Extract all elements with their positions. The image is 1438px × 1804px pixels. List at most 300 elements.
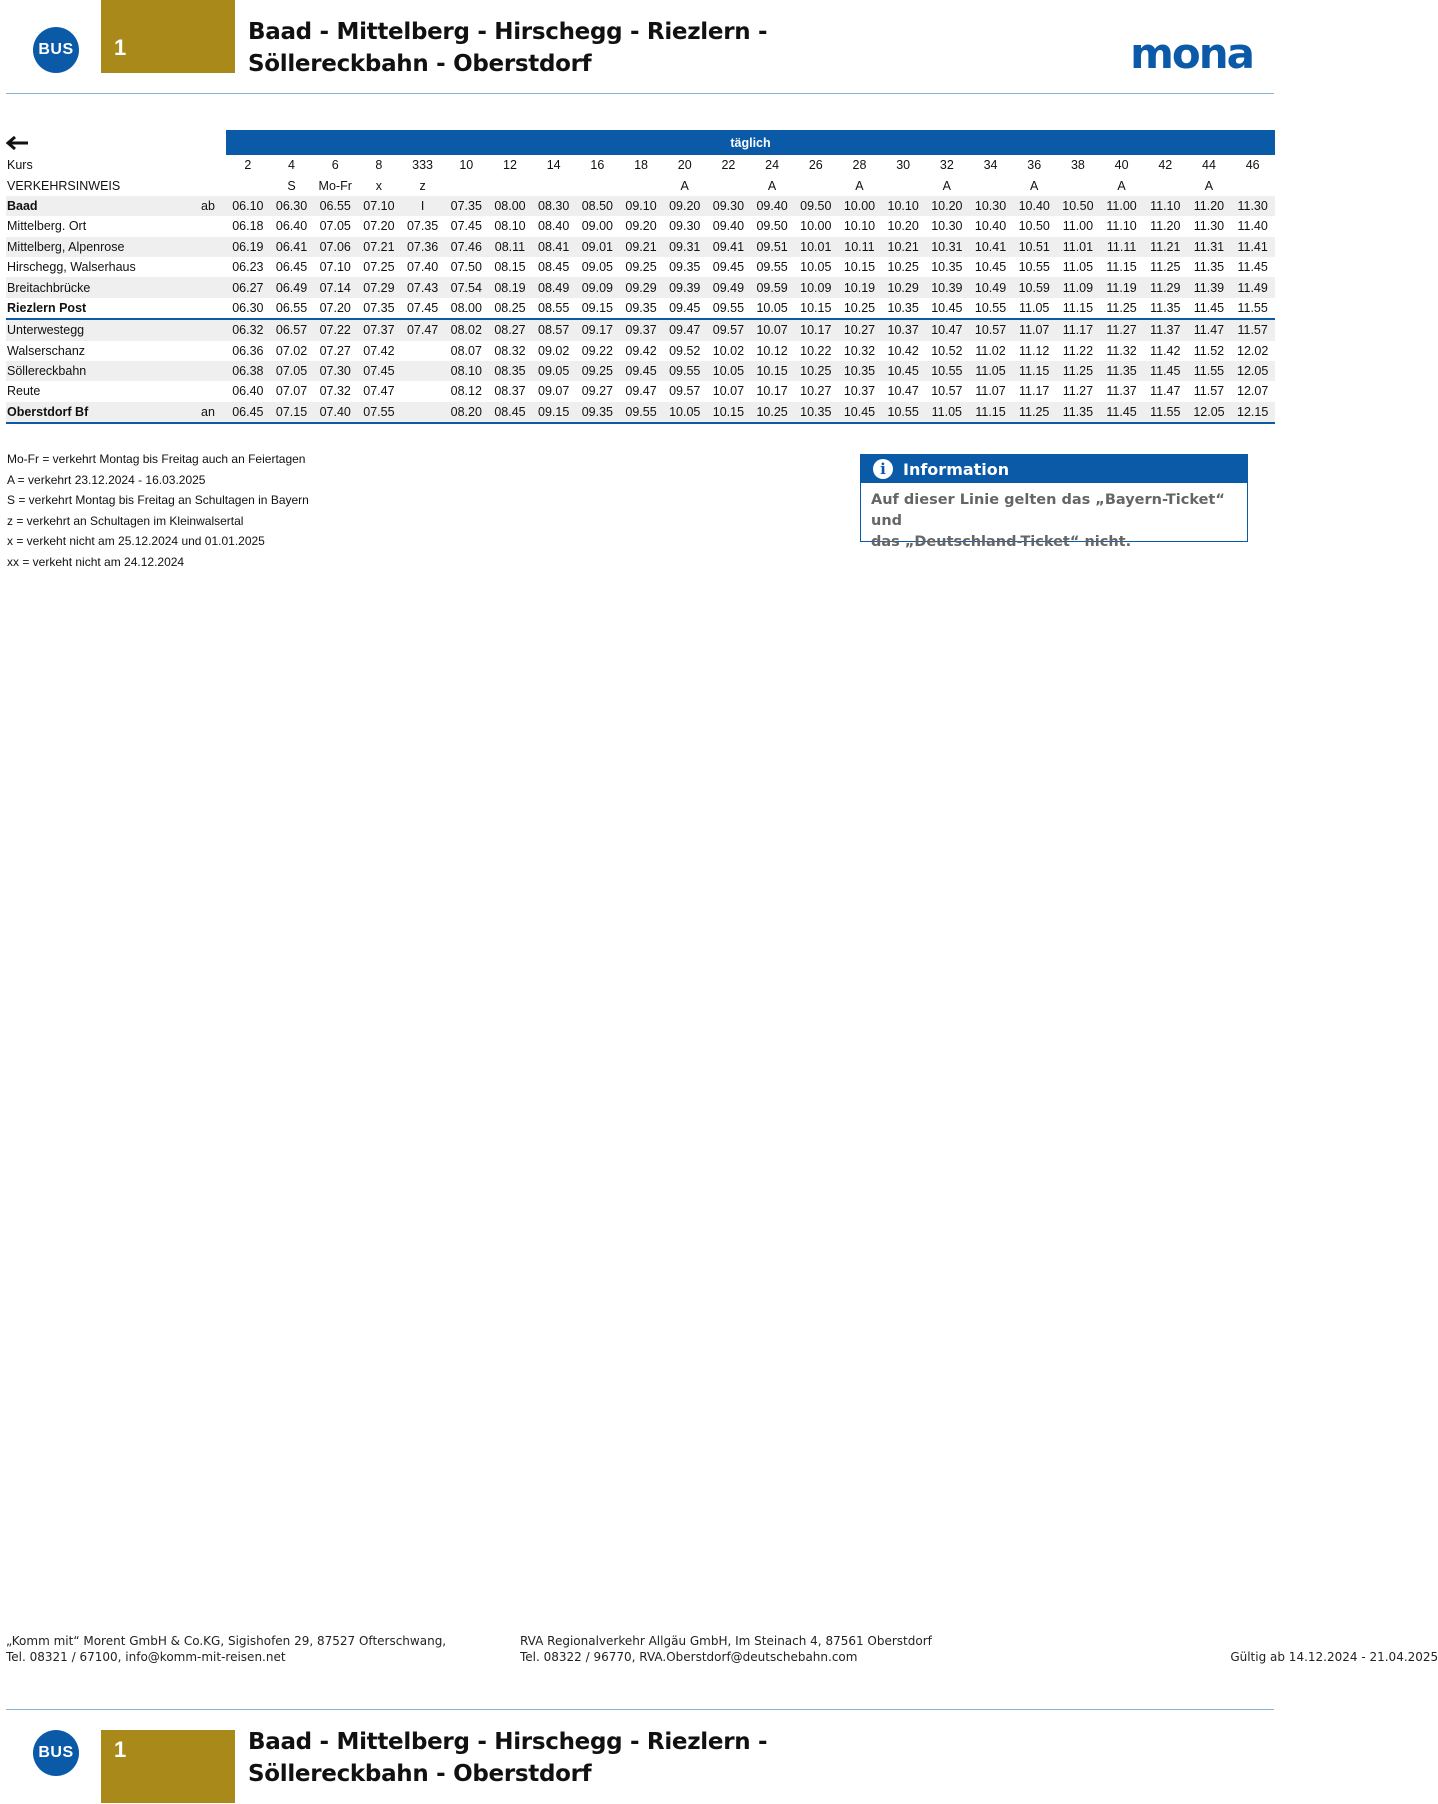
departure-time: 10.45 bbox=[974, 260, 1007, 275]
line-number: 1 bbox=[114, 1737, 127, 1762]
route-title bbox=[248, 1726, 767, 1790]
departure-time: 08.57 bbox=[538, 323, 570, 338]
departure-time: 11.22 bbox=[1062, 343, 1094, 358]
stop-name: Mittelberg. Ort bbox=[7, 219, 87, 234]
departure-time: 10.37 bbox=[843, 384, 876, 399]
kurs-number: 36 bbox=[1027, 158, 1042, 173]
stop-times bbox=[226, 344, 1275, 358]
departure-time: 10.02 bbox=[712, 343, 745, 358]
departure-time: 10.51 bbox=[1018, 239, 1050, 254]
stop-row bbox=[6, 402, 1275, 424]
departure-time: 11.05 bbox=[975, 364, 1006, 379]
departure-time: 09.15 bbox=[581, 300, 613, 315]
departure-time: 10.19 bbox=[843, 280, 876, 295]
footnote: z = verkehrt an Schultagen im Kleinwalsertal bbox=[7, 513, 244, 528]
departure-time: 09.55 bbox=[625, 404, 657, 419]
departure-time: 07.43 bbox=[406, 280, 439, 295]
departure-time: 10.09 bbox=[800, 280, 832, 295]
hinweis-code: Mo-Fr bbox=[318, 178, 352, 193]
departure-time: 09.10 bbox=[625, 198, 657, 213]
departure-time: 07.10 bbox=[363, 198, 395, 213]
departure-time: 07.15 bbox=[275, 404, 308, 419]
route-title-line2: Söllereckbahn - Oberstdorf bbox=[248, 51, 592, 77]
hinweis-code bbox=[226, 179, 270, 193]
mona-logo: mona bbox=[1130, 29, 1253, 78]
departure-time: 06.30 bbox=[275, 198, 308, 213]
departure-time: 09.20 bbox=[625, 219, 657, 234]
departure-time: 07.30 bbox=[319, 364, 351, 379]
departure-time: 07.35 bbox=[450, 198, 482, 213]
kurs-number: 14 bbox=[546, 158, 561, 173]
departure-time: 09.37 bbox=[625, 323, 657, 338]
hinweis-code: z bbox=[419, 178, 426, 193]
hinweis-code bbox=[1231, 179, 1275, 193]
departure-time: 08.30 bbox=[538, 198, 570, 213]
departure-time: 08.45 bbox=[494, 404, 526, 419]
hinweis-code bbox=[969, 179, 1013, 193]
departure-time: 06.32 bbox=[232, 323, 264, 338]
departure-time: 11.55 bbox=[1237, 300, 1268, 315]
departure-time: 11.19 bbox=[1106, 280, 1137, 295]
kurs-number: 32 bbox=[939, 158, 954, 173]
departure-time: 07.40 bbox=[406, 260, 439, 275]
departure-time: 07.32 bbox=[319, 384, 351, 399]
route-title-line1: Baad - Mittelberg - Hirschegg - Riezlern - bbox=[248, 19, 768, 45]
arrow-left-icon[interactable] bbox=[6, 134, 201, 152]
departure-time: 08.37 bbox=[494, 384, 526, 399]
departure-time: 06.27 bbox=[232, 280, 264, 295]
stop-name: Walserschanz bbox=[7, 343, 86, 358]
departure-time: 07.45 bbox=[450, 219, 482, 234]
kurs-number: 6 bbox=[331, 158, 339, 173]
departure-time: 11.01 bbox=[1062, 239, 1094, 254]
departure-time: 11.55 bbox=[1150, 404, 1181, 419]
departure-time: 07.20 bbox=[363, 219, 395, 234]
departure-time: 10.57 bbox=[974, 323, 1007, 338]
departure-time: 08.15 bbox=[494, 260, 526, 275]
departure-time: 07.05 bbox=[319, 219, 351, 234]
header-divider bbox=[6, 93, 1274, 94]
departure-time: 10.31 bbox=[931, 239, 963, 254]
departure-time: 07.46 bbox=[450, 239, 482, 254]
departure-time: 11.09 bbox=[1062, 280, 1094, 295]
departure-time: 10.07 bbox=[712, 384, 745, 399]
departure-time: 09.01 bbox=[581, 239, 613, 254]
footnote: Mo-Fr = verkehrt Montag bis Freitag auch an Feiertagen bbox=[7, 452, 306, 466]
kurs-number: 24 bbox=[765, 158, 780, 173]
departure-time: 09.21 bbox=[625, 239, 657, 254]
departure-time: 10.07 bbox=[756, 323, 788, 338]
hinweis-code bbox=[1143, 179, 1187, 193]
departure-time: 06.30 bbox=[232, 300, 264, 315]
stop-row bbox=[6, 381, 1275, 401]
departure-time: 11.11 bbox=[1106, 239, 1137, 254]
departure-time: 10.27 bbox=[843, 323, 876, 338]
info-text-line2: das „Deutschland-Ticket“ nicht. bbox=[871, 534, 1132, 550]
departure-time: 09.05 bbox=[538, 364, 570, 379]
departure-time: 11.45 bbox=[1193, 300, 1225, 315]
kurs-number: 2 bbox=[244, 158, 252, 173]
footnote: x = verkeht nicht am 25.12.2024 und 01.01.2025 bbox=[7, 534, 265, 548]
departure-time: 09.47 bbox=[625, 384, 657, 399]
route-title-line2: Söllereckbahn - Oberstdorf bbox=[248, 1761, 592, 1787]
departure-time: 11.15 bbox=[1019, 364, 1050, 379]
hinweis-code: A bbox=[767, 178, 777, 193]
hinweis-code: A bbox=[1204, 178, 1214, 193]
hinweis-code bbox=[532, 179, 576, 193]
departure-time: 06.18 bbox=[232, 219, 264, 234]
kurs-number: 20 bbox=[677, 158, 692, 173]
stop-rows bbox=[6, 196, 1275, 424]
departure-time: 07.27 bbox=[319, 343, 351, 358]
departure-time: 10.45 bbox=[843, 404, 876, 419]
departure-time: 09.57 bbox=[669, 384, 701, 399]
departure-time: 10.39 bbox=[931, 280, 963, 295]
departure-time: 09.09 bbox=[581, 280, 613, 295]
footnote: A = verkehrt 23.12.2024 - 16.03.2025 bbox=[7, 472, 206, 487]
departure-time: 08.55 bbox=[538, 300, 570, 315]
kurs-number: 12 bbox=[503, 158, 517, 173]
departure-time: 06.45 bbox=[232, 404, 264, 419]
departure-time: 11.55 bbox=[1193, 364, 1225, 379]
info-box bbox=[860, 454, 1248, 550]
footer-validity: Gültig ab 14.12.2024 - 21.04.2025 bbox=[1230, 1650, 1438, 1664]
departure-time: 09.45 bbox=[625, 364, 657, 379]
departure-time: 11.10 bbox=[1150, 198, 1181, 213]
departure-time: 08.12 bbox=[450, 384, 482, 399]
departure-time: 09.00 bbox=[581, 219, 613, 234]
info-text bbox=[861, 483, 1247, 553]
departure-time bbox=[401, 344, 445, 358]
departure-time: 10.50 bbox=[1062, 198, 1094, 213]
departure-time: 11.17 bbox=[1062, 323, 1094, 338]
departure-time: 10.22 bbox=[800, 343, 832, 358]
departure-time: 09.27 bbox=[581, 384, 613, 399]
departure-time: 11.30 bbox=[1237, 198, 1268, 213]
kurs-number: 8 bbox=[375, 158, 383, 173]
departure-time: 12.07 bbox=[1237, 384, 1269, 399]
departure-time: 10.20 bbox=[887, 219, 919, 234]
departure-time: 08.40 bbox=[538, 219, 570, 234]
departure-time: 09.05 bbox=[581, 260, 613, 275]
departure-time: 11.42 bbox=[1150, 343, 1181, 358]
departure-time: 06.36 bbox=[232, 343, 264, 358]
arr-dep-marker: ab bbox=[201, 198, 215, 213]
footer-company-1: „Komm mit“ Morent GmbH & Co.KG, Sigishofen 29, 87527 Ofterschwang, Tel. 08321 / 67100, info@komm-mit-reisen.net bbox=[6, 1634, 447, 1664]
departure-time: 09.45 bbox=[712, 260, 745, 275]
stop-times bbox=[226, 301, 1275, 315]
departure-time: 09.55 bbox=[669, 364, 701, 379]
departure-time: 10.17 bbox=[756, 384, 788, 399]
stop-row bbox=[6, 320, 1275, 340]
departure-time: 09.07 bbox=[538, 384, 570, 399]
departure-time: 08.25 bbox=[494, 300, 526, 315]
info-header bbox=[861, 455, 1247, 483]
departure-time: 12.15 bbox=[1237, 404, 1269, 419]
departure-time: 11.25 bbox=[1106, 300, 1137, 315]
departure-time: 09.35 bbox=[625, 300, 657, 315]
band-daily: täglich bbox=[226, 130, 1275, 155]
departure-time: 10.05 bbox=[669, 404, 701, 419]
stop-name: Baad bbox=[7, 198, 38, 213]
hinweis-code: A bbox=[942, 178, 952, 193]
hinweis-cells bbox=[226, 179, 1275, 193]
kurs-number: 34 bbox=[983, 158, 998, 173]
route-title-line1: Baad - Mittelberg - Hirschegg - Riezlern - bbox=[248, 1729, 768, 1755]
departure-time: 10.00 bbox=[800, 219, 832, 234]
departure-time: 06.40 bbox=[275, 219, 308, 234]
footnotes bbox=[7, 449, 309, 572]
departure-time: 08.45 bbox=[538, 260, 570, 275]
departure-time: 11.35 bbox=[1150, 300, 1181, 315]
departure-time: 07.21 bbox=[363, 239, 395, 254]
departure-time: 10.55 bbox=[1018, 260, 1050, 275]
departure-time: 10.29 bbox=[887, 280, 919, 295]
departure-time: 11.25 bbox=[1150, 260, 1181, 275]
kurs-number: 26 bbox=[808, 158, 823, 173]
departure-time: 10.05 bbox=[712, 364, 745, 379]
stop-row bbox=[6, 257, 1275, 277]
departure-time: 11.20 bbox=[1193, 198, 1225, 213]
hinweis-row bbox=[6, 175, 1275, 195]
departure-time: 10.27 bbox=[800, 384, 832, 399]
departure-time: 09.40 bbox=[712, 219, 745, 234]
departure-time: 09.57 bbox=[712, 323, 745, 338]
departure-time: 12.02 bbox=[1237, 343, 1269, 358]
arr-dep-marker: an bbox=[201, 404, 215, 419]
kurs-number: 46 bbox=[1245, 158, 1260, 173]
departure-time: 11.10 bbox=[1106, 219, 1137, 234]
departure-time: 10.00 bbox=[843, 198, 876, 213]
kurs-number: 30 bbox=[896, 158, 911, 173]
departure-time: 07.07 bbox=[275, 384, 308, 399]
departure-time: 11.25 bbox=[1062, 364, 1094, 379]
kurs-number: 16 bbox=[590, 158, 605, 173]
departure-time: 10.50 bbox=[1018, 219, 1050, 234]
departure-time: 10.25 bbox=[887, 260, 919, 275]
departure-time: 07.29 bbox=[363, 280, 395, 295]
departure-time: 11.47 bbox=[1193, 323, 1225, 338]
bus-badge: BUS bbox=[33, 1730, 79, 1776]
departure-time: 11.40 bbox=[1237, 219, 1268, 234]
departure-time: 09.40 bbox=[756, 198, 788, 213]
departure-time: 06.55 bbox=[319, 198, 351, 213]
departure-time: 10.11 bbox=[844, 239, 875, 254]
hinweis-code bbox=[444, 179, 488, 193]
departure-time: 09.35 bbox=[669, 260, 701, 275]
info-text-line1: Auf dieser Linie gelten das „Bayern-Ticket“ und bbox=[871, 492, 1225, 529]
stop-times bbox=[226, 384, 1275, 398]
footer-divider bbox=[6, 1709, 1274, 1710]
kurs-number: 38 bbox=[1070, 158, 1085, 173]
departure-time: 11.17 bbox=[1019, 384, 1050, 399]
departure-time: 10.40 bbox=[1018, 198, 1050, 213]
departure-time: 09.30 bbox=[669, 219, 701, 234]
line-number-box bbox=[101, 0, 235, 73]
departure-time: 11.52 bbox=[1193, 343, 1225, 358]
stop-name: Hirschegg, Walserhaus bbox=[7, 260, 136, 275]
departure-time: 10.17 bbox=[800, 323, 832, 338]
departure-time: 08.27 bbox=[494, 323, 526, 338]
departure-time: 09.29 bbox=[625, 280, 657, 295]
departure-time: 11.57 bbox=[1237, 323, 1268, 338]
kurs-label: Kurs bbox=[7, 158, 33, 173]
departure-time: 10.15 bbox=[800, 300, 832, 315]
stop-name: Riezlern Post bbox=[7, 300, 87, 315]
timetable-band-row bbox=[6, 130, 1275, 155]
departure-time: 09.02 bbox=[538, 343, 570, 358]
departure-time: 10.25 bbox=[756, 404, 788, 419]
kurs-number: 333 bbox=[412, 158, 434, 173]
departure-time: 07.36 bbox=[406, 239, 439, 254]
departure-time: 10.40 bbox=[974, 219, 1007, 234]
bus-badge: BUS bbox=[33, 27, 79, 73]
footnote: xx = verkeht nicht am 24.12.2024 bbox=[7, 554, 185, 569]
departure-time: 09.17 bbox=[581, 323, 613, 338]
departure-time bbox=[401, 384, 445, 398]
kurs-cells bbox=[226, 158, 1275, 172]
departure-time: 06.45 bbox=[275, 260, 308, 275]
departure-time: 09.52 bbox=[669, 343, 701, 358]
departure-time: 09.59 bbox=[756, 280, 788, 295]
departure-time: 11.00 bbox=[1106, 198, 1137, 213]
departure-time: 08.32 bbox=[494, 343, 526, 358]
departure-time: 11.35 bbox=[1193, 260, 1225, 275]
departure-time: 10.55 bbox=[974, 300, 1007, 315]
stop-times bbox=[226, 364, 1275, 378]
kurs-number: 4 bbox=[288, 158, 295, 173]
stop-times bbox=[226, 219, 1275, 233]
hinweis-code: x bbox=[375, 178, 383, 193]
departure-time: 08.00 bbox=[450, 300, 482, 315]
departure-time: 11.41 bbox=[1237, 239, 1268, 254]
departure-time: 09.31 bbox=[669, 239, 701, 254]
departure-time: 11.07 bbox=[1019, 323, 1050, 338]
stop-times bbox=[226, 260, 1275, 274]
kurs-number: 28 bbox=[852, 158, 867, 173]
departure-time: 08.10 bbox=[494, 219, 526, 234]
departure-time: 09.51 bbox=[756, 239, 788, 254]
departure-time: 10.35 bbox=[800, 404, 832, 419]
departure-time: 11.27 bbox=[1106, 323, 1137, 338]
kurs-number: 40 bbox=[1114, 158, 1129, 173]
departure-time: 10.15 bbox=[712, 404, 745, 419]
departure-time: 10.35 bbox=[931, 260, 963, 275]
departure-time: 09.47 bbox=[669, 323, 701, 338]
departure-time: 09.41 bbox=[712, 239, 745, 254]
footer-company-2: RVA Regionalverkehr Allgäu GmbH, Im Steinach 4, 87561 Oberstdorf Tel. 08322 / 96770, RVA.Oberstdorf@deutschebahn.com bbox=[520, 1634, 932, 1664]
kurs-number: 42 bbox=[1158, 158, 1173, 173]
departure-time: 10.47 bbox=[887, 384, 919, 399]
hinweis-code: A bbox=[1117, 178, 1126, 193]
departure-time: 09.39 bbox=[669, 280, 701, 295]
departure-time: 10.35 bbox=[887, 300, 919, 315]
departure-time: 06.49 bbox=[275, 280, 308, 295]
stop-times bbox=[226, 199, 1275, 213]
departure-time: 10.49 bbox=[974, 280, 1007, 295]
kurs-number: 44 bbox=[1202, 158, 1216, 173]
departure-time: 11.39 bbox=[1193, 280, 1225, 295]
departure-time: 11.49 bbox=[1237, 280, 1268, 295]
departure-time: 11.15 bbox=[1106, 260, 1137, 275]
info-icon: i bbox=[873, 459, 893, 479]
departure-time: 11.35 bbox=[1062, 404, 1094, 419]
departure-time: 06.41 bbox=[275, 239, 308, 254]
departure-time: 10.45 bbox=[887, 364, 919, 379]
info-title: Information bbox=[903, 459, 1010, 479]
departure-time: 10.21 bbox=[887, 239, 919, 254]
hinweis-code bbox=[488, 179, 532, 193]
departure-time: 10.57 bbox=[931, 384, 963, 399]
route-title bbox=[248, 16, 767, 80]
departure-time: 11.12 bbox=[1019, 343, 1050, 358]
departure-time: 07.05 bbox=[275, 364, 308, 379]
departure-time: 10.01 bbox=[800, 239, 832, 254]
departure-time: I bbox=[420, 198, 425, 213]
departure-time: 07.42 bbox=[363, 343, 395, 358]
stop-name: Oberstdorf Bf bbox=[7, 404, 89, 419]
departure-time: 07.02 bbox=[275, 343, 308, 358]
kurs-row bbox=[6, 155, 1275, 175]
departure-time: 06.38 bbox=[232, 364, 264, 379]
departure-time: 09.35 bbox=[581, 404, 613, 419]
departure-time: 10.10 bbox=[843, 219, 876, 234]
departure-time: 10.37 bbox=[887, 323, 919, 338]
departure-time: 11.45 bbox=[1150, 364, 1181, 379]
departure-time: 08.10 bbox=[450, 364, 482, 379]
departure-time: 09.50 bbox=[800, 198, 832, 213]
departure-time: 11.00 bbox=[1062, 219, 1094, 234]
departure-time: 08.19 bbox=[494, 280, 526, 295]
departure-time: 09.50 bbox=[756, 219, 788, 234]
departure-time: 11.27 bbox=[1062, 384, 1094, 399]
departure-time: 10.55 bbox=[887, 404, 919, 419]
stop-row bbox=[6, 196, 1275, 216]
departure-time: 07.50 bbox=[450, 260, 482, 275]
departure-time: 11.15 bbox=[1062, 300, 1094, 315]
hinweis-code: S bbox=[287, 178, 296, 193]
kurs-number: 22 bbox=[721, 158, 736, 173]
departure-time: 10.25 bbox=[800, 364, 832, 379]
departure-time: 08.00 bbox=[494, 198, 526, 213]
departure-time: 12.05 bbox=[1237, 364, 1269, 379]
departure-time: 10.41 bbox=[974, 239, 1007, 254]
departure-time: 09.25 bbox=[625, 260, 657, 275]
departure-time: 12.05 bbox=[1193, 404, 1225, 419]
departure-time: 07.14 bbox=[319, 280, 351, 295]
departure-time: 11.37 bbox=[1106, 384, 1137, 399]
departure-time bbox=[401, 405, 445, 419]
departure-time: 10.55 bbox=[931, 364, 963, 379]
departure-time: 11.32 bbox=[1106, 343, 1137, 358]
departure-time: 10.25 bbox=[843, 300, 876, 315]
page-header bbox=[0, 0, 1280, 90]
stop-name: Reute bbox=[7, 384, 41, 399]
departure-time: 09.42 bbox=[625, 343, 657, 358]
departure-time: 11.35 bbox=[1106, 364, 1137, 379]
hinweis-label: VERKEHRSINWEIS bbox=[7, 178, 121, 193]
departure-time: 10.15 bbox=[756, 364, 788, 379]
departure-time: 08.02 bbox=[450, 323, 482, 338]
departure-time: 08.49 bbox=[538, 280, 570, 295]
stop-row bbox=[6, 361, 1275, 381]
departure-time: 11.05 bbox=[1062, 260, 1094, 275]
departure-time: 06.19 bbox=[232, 239, 264, 254]
departure-time: 08.35 bbox=[494, 364, 526, 379]
stop-row bbox=[6, 216, 1275, 236]
timetable bbox=[6, 130, 1275, 424]
line-number-box bbox=[101, 1730, 235, 1803]
